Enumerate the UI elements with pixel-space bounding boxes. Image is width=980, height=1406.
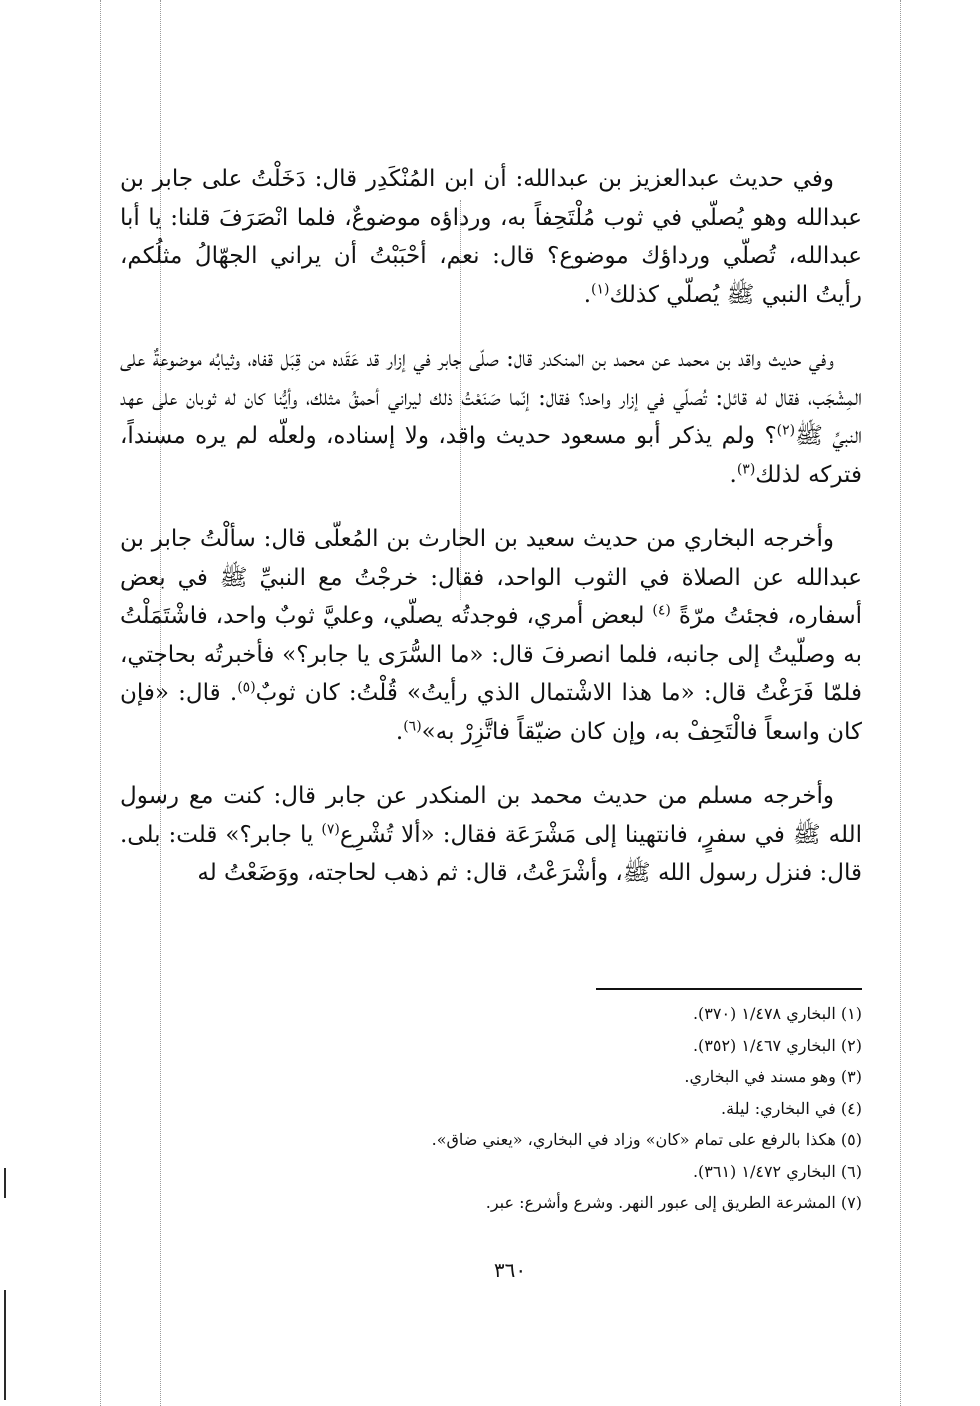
footnote-5: (٥) هكذا بالرفع على تمام «كان» وزاد في البخاري، «يعني ضاق».: [431, 1130, 862, 1149]
paragraph-3-text: وأخرجه البخاري من حديث سعيد بن الحارث بن المُعلّى قال: سألْتُ جابر بن عبدالله عن الصلاة في الثوب الواحد، فقال: خرجْتُ مع النبيِّ ﷺ في بعض أسفاره، فجئتُ مرّةً: [120, 526, 863, 629]
paragraph-1-end: .: [583, 281, 592, 308]
paragraph-1-text: وفي حديث عبدالعزيز بن عبدالله: أن ابن المُنْكَدِر قال: دَخَلْتُ على جابر بن عبدالله وهو يُصلّي في ثوب مُلْتَحِفاً به، ورداؤه موضوعٌ، فلما انْصَرَفَ قلنا: يا أبا عبدالله، تُصلّي ورداؤك موضوع؟ قال: نعم، أحْبَبْتُ أن يراني الجهّالُ مثلُكم، رأيتُ النبي ﷺ يُصلّي كذلك: [120, 166, 862, 308]
footnote-ref-5: (٥): [237, 679, 256, 696]
footnote-ref-2: (٢): [776, 422, 796, 439]
footnote-ref-4: (٤): [652, 602, 671, 619]
scan-left-edge: [4, 1290, 6, 1400]
paragraph-1: [120, 160, 862, 314]
paragraph-2: [120, 340, 862, 494]
paragraph-3-end: .: [395, 718, 404, 745]
scan-guide-line: [100, 0, 101, 1406]
paragraph-3-middle-2: . قال: «فإن كان واسعاً فالْتَحِفْ به، وإن كان ضيّقاً فاتَّزِرْ به»: [120, 680, 862, 745]
footnote-4: (٤) في البخاري: ليلة.: [721, 1098, 862, 1118]
footnote-1: (١) البخاري ١/٤٧٨ (٣٧٠).: [692, 1004, 862, 1023]
footnotes: [120, 998, 862, 1219]
page-number: ٣٦٠: [493, 1258, 527, 1282]
page-body: [120, 160, 862, 919]
paragraph-4-text: وأخرجه مسلم من حديث محمد بن المنكدر عن جابر قال: كنت مع رسول الله ﷺ في سفرٍ، فانتهينا إلى مَشْرَعَة فقال: «ألا تُشْرِع: [120, 783, 862, 848]
scan-left-edge: [4, 1168, 6, 1198]
footnote-6: (٦) البخاري ١/٤٧٢ (٣٦١).: [692, 1161, 862, 1181]
footnote-3: (٣) وهو مسند في البخاري.: [684, 1067, 862, 1086]
footnote-7: (٧) المشرعة الطريق إلى عبور النهر. وشرع وأشرع: عبر.: [485, 1193, 862, 1212]
paragraph-3: [120, 520, 862, 751]
paragraph-2-middle: ؟ ولم يذكر أبو مسعود حديث واقد، ولا إسناده، ولعلّه لم يره مسنداً، فتركه لذلك: [120, 423, 862, 488]
footnote-ref-7: (٧): [321, 820, 340, 837]
footnote-ref-1: (١): [591, 280, 610, 297]
paragraph-4-middle: يا جابر؟» قلت: بلى. قال: فنزل رسول الله ﷺ، وأشْرَعْتُ، قال: ثم ذهب لحاجته، ووَضَعْتُ له: [120, 821, 862, 886]
paragraph-3-middle-1: لبعض أمري، فوجدتُه يصلّي، وعليَّ ثوبٌ واحد، فاشْتَمَلْتُ به وصلّيتُ إلى جانبه، فلما انصرفَ قال: «ما السُّرَى يا جابر؟» فأخبرتُه بحاجتي، فلمّا فَرَغْتُ قال: «ما هذا الاشْتمال الذي رأيتُ» قُلْتُ: كان ثوبٌ: [120, 603, 862, 706]
footnote-divider: [596, 988, 862, 990]
paragraph-2-end: .: [729, 461, 737, 488]
footnote-ref-3: (٣): [736, 460, 756, 477]
footnote-2: (٢) البخاري ١/٤٦٧ (٣٥٢).: [692, 1035, 862, 1055]
paragraph-2-text: وفي حديث واقد بن محمد عن محمد بن المنكدر قال: صلّى جابر في إزار قد عَقَده من قِبَل قفاه، وثيابُه موضوعةٌ على المِشْجَب، فقال له قائل: تُصلّي في إزار واحد؟ فقال: إنّما صَنَعْتُ ذلك ليراني أحمقُ مثلك، وأيُّنا كان له ثوبان على عهد النبيِّ ﷺ: [120, 346, 862, 449]
paragraph-4: [120, 777, 862, 893]
footnote-ref-6: (٦): [403, 717, 422, 734]
scan-guide-line: [900, 0, 901, 1406]
